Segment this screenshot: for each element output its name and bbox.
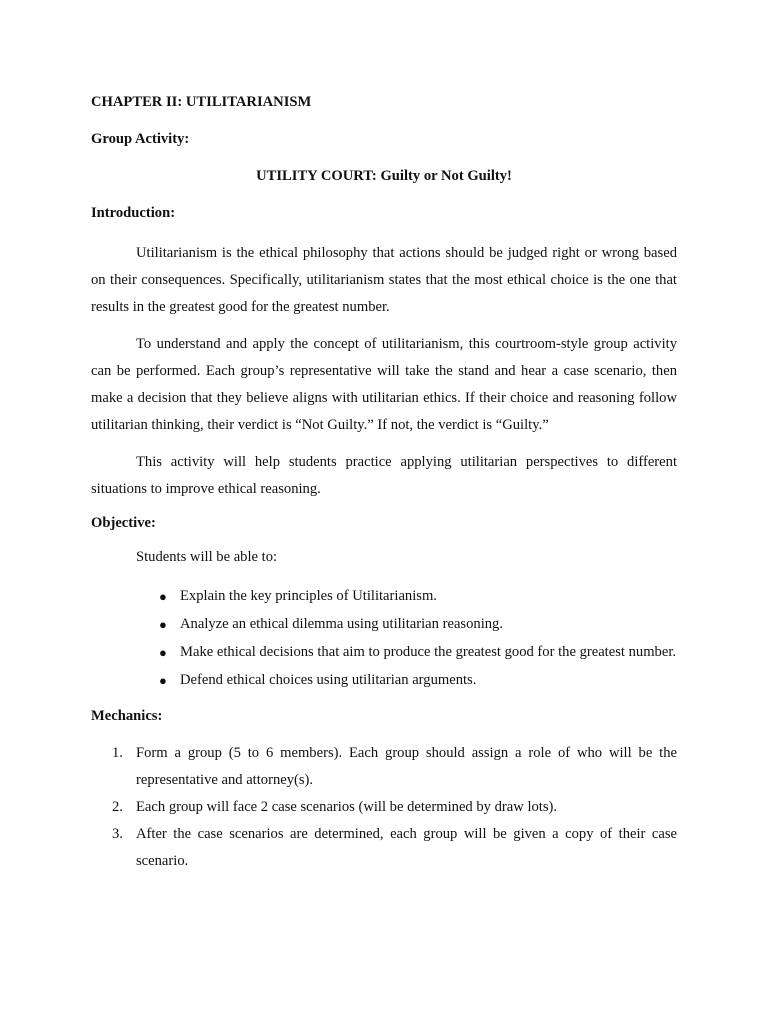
list-item [159, 639, 677, 666]
objective-item-text: Explain the key principles of Utilitarianism. [180, 588, 437, 604]
list-item [159, 611, 677, 638]
bullet-icon: ● [159, 673, 167, 688]
mechanics-item-number: 1. [112, 745, 123, 761]
bullet-icon: ● [159, 617, 167, 632]
mechanics-list [91, 740, 677, 875]
mechanics-item-text: After the case scenarios are determined, each group will be given a copy of their case scenario. [136, 826, 677, 869]
objective-heading: Objective: [91, 515, 156, 531]
objective-item-text: Make ethical decisions that aim to produce the greatest good for the greatest number. [180, 644, 677, 660]
introduction-heading: Introduction: [91, 205, 176, 221]
objective-lead: Students will be able to: [136, 549, 278, 565]
chapter-title: CHAPTER II: UTILITARIANISM [91, 94, 312, 110]
mechanics-item-number: 3. [112, 826, 123, 842]
objective-item-text: Defend ethical choices using utilitarian arguments. [180, 672, 477, 688]
list-item [112, 794, 677, 821]
introduction-paragraph-3: This activity will help students practice applying utilitarian perspectives to different situations to improve ethical reasoning. [91, 454, 677, 497]
group-activity-label: Group Activity: [91, 131, 190, 147]
mechanics-heading: Mechanics: [91, 708, 163, 724]
mechanics-item-text: Form a group (5 to 6 members). Each group should assign a role of who will be the representative and attorney(s). [136, 745, 677, 788]
mechanics-item-text: Each group will face 2 case scenarios (will be determined by draw lots). [136, 799, 558, 815]
activity-title: UTILITY COURT: Guilty or Not Guilty! [256, 168, 512, 184]
introduction-paragraph-1: Utilitarianism is the ethical philosophy that actions should be judged right or wrong based on their consequences. Specifically, utilitarianism states that the most ethical choice is the one that results in the greatest good for the greatest number. [91, 245, 677, 315]
objective-item-text: Analyze an ethical dilemma using utilitarian reasoning. [180, 616, 503, 632]
bullet-icon: ● [159, 645, 167, 660]
mechanics-item-number: 2. [112, 799, 123, 815]
list-item [159, 667, 677, 694]
list-item [159, 583, 677, 610]
bullet-icon: ● [159, 589, 167, 604]
introduction-paragraph-2: To understand and apply the concept of utilitarianism, this courtroom-style group activity can be performed. Each group’s representative will take the stand and hear a case scenario, then make a decision that they believe aligns with utilitarian ethics. If their choice and reasoning follow utilitarian thinking, their verdict is “Not Guilty.” If not, the verdict is “Guilty.” [91, 336, 677, 433]
objective-list [91, 583, 677, 694]
list-item [112, 821, 677, 875]
list-item [112, 740, 677, 794]
